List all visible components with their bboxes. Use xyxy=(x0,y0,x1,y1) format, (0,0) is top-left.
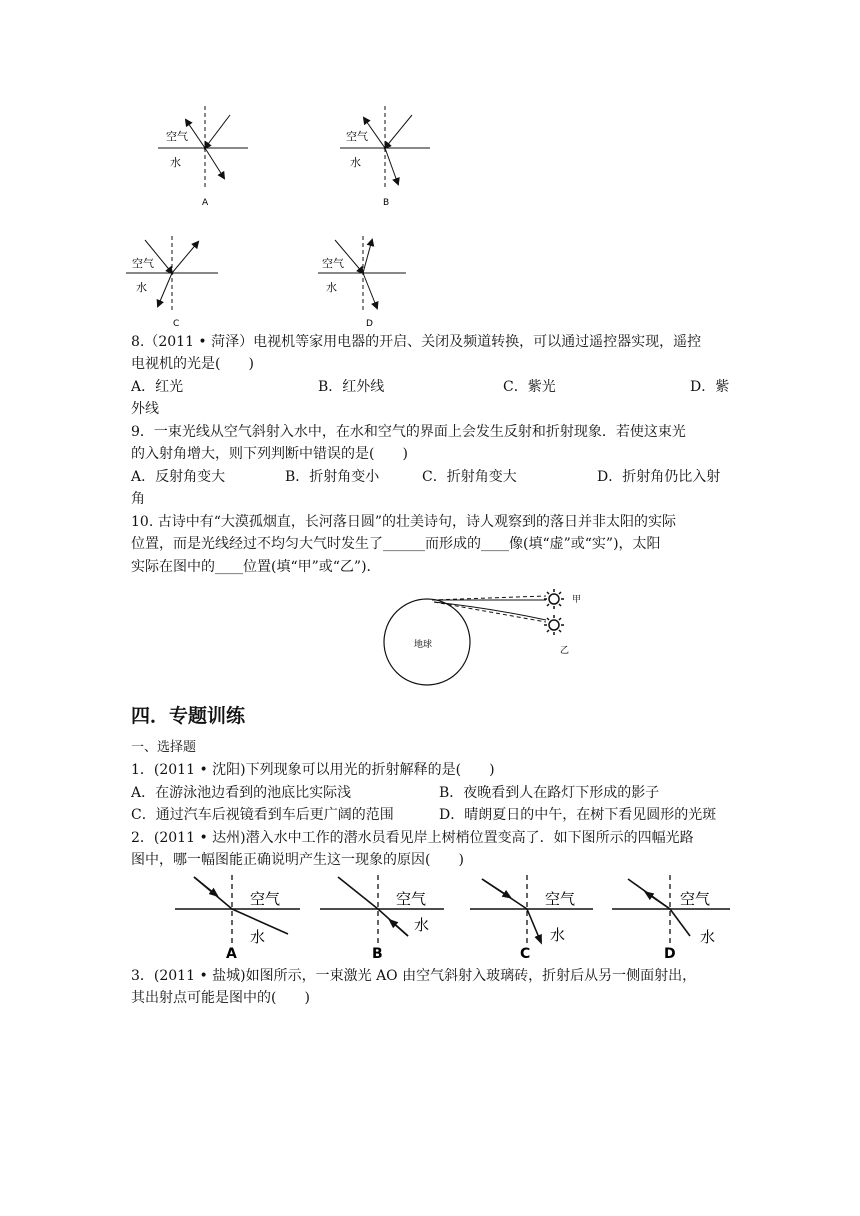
p2-diagram-b xyxy=(320,875,444,960)
p1-text: 1．(2011 • 沈阳)下列现象可以用光的折射解释的是( ) xyxy=(131,762,495,778)
p2-diagrams xyxy=(0,870,860,960)
p2-a-air: 空气 xyxy=(250,890,281,908)
sun-jia-icon xyxy=(544,589,564,609)
sun-yi-label: 乙 xyxy=(560,646,570,656)
diagram-b-water: 水 xyxy=(350,156,361,169)
p1-option-d: D．晴朗夏日的中午，在树下看见圆形的光斑 xyxy=(439,807,717,823)
section-subtitle: 一、选择题 xyxy=(131,740,197,755)
diagram-b-label: B xyxy=(383,198,390,208)
diagram-a-label: A xyxy=(202,198,209,208)
diagram-c xyxy=(126,236,218,329)
p2-d-water: 水 xyxy=(700,928,716,946)
p1-option-a: A．在游泳池边看到的池底比实际浅 xyxy=(131,785,352,801)
top-diagrams xyxy=(0,0,860,330)
diagram-a-water: 水 xyxy=(170,156,181,169)
diagram-a xyxy=(158,106,248,208)
diagram-d-air: 空气 xyxy=(322,257,344,270)
p3-text-line2: 其出射点可能是图中的( ) xyxy=(131,990,310,1006)
p2-d-label: D xyxy=(664,946,676,960)
p3-text-line1: 3．(2011 • 盐城)如图所示，一束激光 AO 由空气斜射入玻璃砖，折射后从另一侧面射出， xyxy=(131,968,697,984)
diagram-a-air: 空气 xyxy=(166,130,188,143)
q10-text-line1: 10. 古诗中有“大漠孤烟直，长河落日圆”的壮美诗句，诗人观察到的落日并非太阳的实际 xyxy=(131,514,677,530)
p2-diagram-c xyxy=(470,875,593,960)
q10-text-line2: 位置，而是光线经过不均匀大气时发生了______而形成的____像(填“虚”或“实”)，太阳 xyxy=(131,536,661,552)
p2-a-water: 水 xyxy=(250,928,266,946)
q9-option-d-cont: 角 xyxy=(131,491,145,507)
diagram-d-water: 水 xyxy=(326,281,337,294)
earth-label: 地球 xyxy=(414,640,433,650)
diagram-b xyxy=(340,106,430,208)
p2-a-label: A xyxy=(226,946,237,960)
p2-diagram-d xyxy=(612,875,730,960)
q9-text-line1: 9．一束光线从空气斜射入水中，在水和空气的界面上会发生反射和折射现象．若使这束光 xyxy=(131,424,686,440)
q8-option-d: D．紫 xyxy=(690,379,730,395)
p2-b-label: B xyxy=(372,946,383,960)
q9-option-a: A．反射角变大 xyxy=(131,469,226,485)
p2-c-water: 水 xyxy=(550,926,566,944)
q9-option-b: B．折射角变小 xyxy=(285,469,380,485)
q8-option-d-cont: 外线 xyxy=(131,401,159,417)
p2-b-air: 空气 xyxy=(396,890,427,908)
diagram-d-label: D xyxy=(366,319,373,329)
diagram-c-label: C xyxy=(173,319,180,329)
diagram-b-air: 空气 xyxy=(346,130,368,143)
sun-jia-label: 甲 xyxy=(572,595,582,605)
sunset-diagram xyxy=(370,582,600,692)
diagram-d xyxy=(318,236,406,329)
p1-option-c: C．通过汽车后视镜看到车后更广阔的范围 xyxy=(131,807,394,823)
q8-text-line1: 8.（2011 • 菏泽）电视机等家用电器的开启、关闭及频道转换，可以通过遥控器实现，遥控 xyxy=(131,334,702,350)
p2-b-water: 水 xyxy=(414,916,430,934)
q9-option-d: D．折射角仍比入射 xyxy=(597,469,721,485)
p2-d-air: 空气 xyxy=(680,890,711,908)
p2-text-line2: 图中，哪一幅图能正确说明产生这一现象的原因( ) xyxy=(131,852,464,868)
p1-option-b: B．夜晚看到人在路灯下形成的影子 xyxy=(439,785,660,801)
diagram-c-air: 空气 xyxy=(132,257,154,270)
q8-option-c: C．紫光 xyxy=(503,379,556,395)
q8-option-b: B．红外线 xyxy=(318,379,385,395)
section-title: 四．专题训练 xyxy=(131,705,246,727)
q9-option-c: C．折射角变大 xyxy=(422,469,517,485)
diagram-c-water: 水 xyxy=(136,281,147,294)
p2-c-label: C xyxy=(520,946,531,960)
q9-text-line2: 的入射角增大，则下列判断中错误的是( ) xyxy=(131,446,408,462)
p2-diagram-a xyxy=(175,875,300,960)
p2-c-air: 空气 xyxy=(545,890,576,908)
q10-text-line3: 实际在图中的____位置(填“甲”或“乙”)． xyxy=(131,559,381,575)
q8-text-line2: 电视机的光是( ) xyxy=(131,356,254,372)
q8-option-a: A．红光 xyxy=(131,379,184,395)
sun-yi-icon xyxy=(544,615,564,635)
p2-text-line1: 2．(2011 • 达州)潜入水中工作的潜水员看见岸上树梢位置变高了．如下图所示的四幅光路 xyxy=(131,830,694,846)
